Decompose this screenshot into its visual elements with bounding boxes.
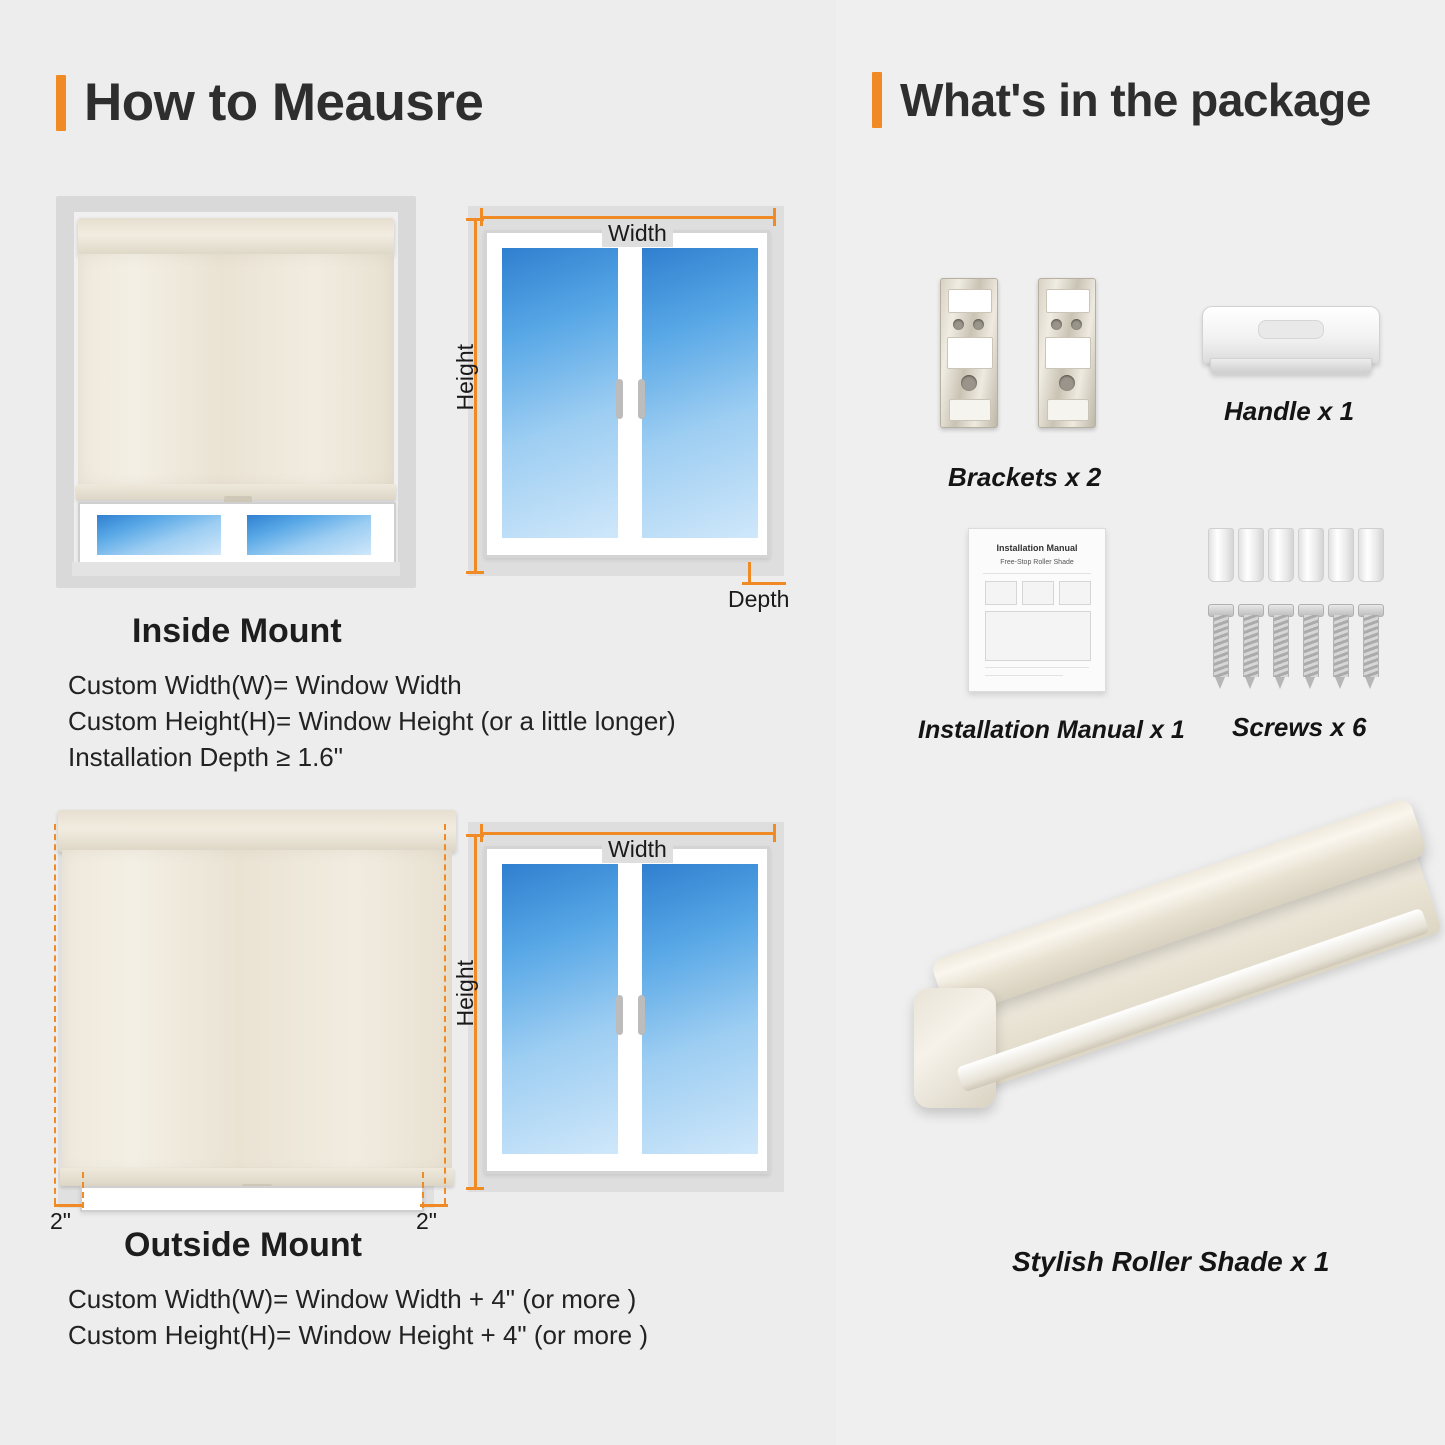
wall-anchor-5 bbox=[1328, 528, 1354, 582]
screw-5-body bbox=[1333, 615, 1349, 677]
outside-shade-headrail bbox=[58, 810, 456, 852]
width-dim-tick-left bbox=[480, 208, 483, 226]
height-label-outside: Height bbox=[452, 960, 478, 1027]
manual-rule bbox=[983, 573, 1091, 574]
screw-4-body bbox=[1303, 615, 1319, 677]
bracket-1-hole-c bbox=[961, 375, 977, 391]
roller-shade-end-cap bbox=[914, 988, 996, 1108]
width-dim-tick-right bbox=[773, 208, 776, 226]
wall-anchor-2 bbox=[1238, 528, 1264, 582]
screw-3-tip bbox=[1275, 677, 1285, 689]
bracket-2-slot-bottom bbox=[1047, 399, 1089, 421]
manual-subtitle: Free-Stop Roller Shade bbox=[1000, 559, 1074, 566]
shade-headrail bbox=[78, 218, 394, 256]
bracket-2-hole-b bbox=[1071, 319, 1082, 330]
width-dim-tick-left-2 bbox=[480, 824, 483, 842]
how-to-measure-heading bbox=[56, 72, 483, 133]
wall-anchor-1 bbox=[1208, 528, 1234, 582]
window-handle-left bbox=[616, 379, 623, 419]
outside-shade-fabric bbox=[62, 850, 452, 1172]
inside-line-3: Installation Depth ≥ 1.6" bbox=[68, 742, 343, 772]
manual-illustration bbox=[968, 528, 1118, 698]
window-edge-guide-left bbox=[82, 1172, 84, 1208]
screw-1-body bbox=[1213, 615, 1229, 677]
window-pane-left-2 bbox=[499, 245, 621, 541]
bracket-2-slot-top bbox=[1046, 289, 1090, 313]
screws-label: Screws x 6 bbox=[1232, 712, 1367, 742]
width-label-outside: Width bbox=[602, 836, 673, 863]
screw-1-tip bbox=[1215, 677, 1225, 689]
manual-rule-2 bbox=[985, 667, 1089, 668]
brackets-label: Brackets x 2 bbox=[948, 462, 1102, 492]
window-handle-left-2 bbox=[616, 995, 623, 1035]
window-frame-outside bbox=[80, 1186, 424, 1212]
manual-title: Installation Manual bbox=[996, 543, 1078, 553]
wall-anchor-4 bbox=[1298, 528, 1324, 582]
package-title: What's in the package bbox=[900, 74, 1371, 126]
outside-mount-caption: Outside Mount bbox=[124, 1226, 362, 1264]
outside-mount-dimension-illustration bbox=[452, 812, 792, 1212]
manual-figure-3 bbox=[1059, 581, 1091, 605]
brackets-illustration bbox=[932, 272, 1112, 432]
width-dim-tick-right-2 bbox=[773, 824, 776, 842]
accent-bar-left bbox=[56, 75, 66, 131]
handle-illustration bbox=[1202, 300, 1392, 390]
inside-line-2: Custom Height(H)= Window Height (or a little longer) bbox=[68, 706, 676, 736]
roller-shade-label: Stylish Roller Shade x 1 bbox=[1012, 1246, 1330, 1277]
manual-label: Installation Manual x 1 bbox=[918, 716, 1185, 744]
bracket-2-hole-a bbox=[1051, 319, 1062, 330]
overhang-dim-right bbox=[420, 1204, 448, 1207]
width-dimension-line-2 bbox=[480, 832, 776, 835]
inside-mount-caption: Inside Mount bbox=[132, 612, 342, 650]
right-panel bbox=[836, 0, 1445, 1445]
manual-figure-2 bbox=[1022, 581, 1054, 605]
overhang-label-right: 2" bbox=[416, 1208, 437, 1234]
bracket-2-slot-mid bbox=[1045, 337, 1091, 369]
screw-2-body bbox=[1243, 615, 1259, 677]
height-dim-tick-bottom bbox=[466, 571, 484, 574]
window-sill bbox=[72, 562, 400, 576]
bracket-1-hole-a bbox=[953, 319, 964, 330]
handle-base bbox=[1210, 358, 1372, 374]
screw-4-tip bbox=[1305, 677, 1315, 689]
screw-6-tip bbox=[1365, 677, 1375, 689]
window-pane-left-3 bbox=[499, 861, 621, 1157]
width-dimension-line bbox=[480, 216, 776, 219]
roller-shade-illustration bbox=[896, 840, 1436, 1240]
window-frame-dim bbox=[484, 230, 770, 558]
package-heading bbox=[872, 72, 1371, 128]
screw-2-tip bbox=[1245, 677, 1255, 689]
handle-label: Handle x 1 bbox=[1224, 396, 1355, 426]
depth-dim-tick bbox=[742, 582, 786, 585]
outside-line-2: Custom Height(H)= Window Height + 4" (or more ) bbox=[68, 1320, 648, 1350]
bracket-1-slot-top bbox=[948, 289, 992, 313]
inside-mount-dimension-illustration bbox=[452, 196, 792, 612]
height-dim-tick-top bbox=[466, 218, 484, 221]
inside-line-1: Custom Width(W)= Window Width bbox=[68, 670, 462, 700]
manual-figure-large bbox=[985, 611, 1091, 661]
window-pane-right-3 bbox=[639, 861, 761, 1157]
accent-bar-right bbox=[872, 72, 882, 128]
inside-mount-shade-illustration bbox=[56, 196, 416, 588]
screws-illustration bbox=[1204, 528, 1404, 700]
bracket-1-slot-bottom bbox=[949, 399, 991, 421]
window-pane-left bbox=[94, 512, 224, 558]
bracket-1 bbox=[940, 278, 998, 428]
bracket-1-hole-b bbox=[973, 319, 984, 330]
window-frame-inside bbox=[78, 502, 396, 566]
window-handle-right-2 bbox=[638, 995, 645, 1035]
screw-5-tip bbox=[1335, 677, 1345, 689]
overhang-label-left: 2" bbox=[50, 1208, 71, 1234]
how-to-measure-title: How to Meausre bbox=[84, 73, 484, 132]
height-dim-tick-top-2 bbox=[466, 834, 484, 837]
window-mullion bbox=[621, 239, 639, 549]
depth-dimension-line bbox=[748, 562, 751, 584]
wall-anchor-3 bbox=[1268, 528, 1294, 582]
overhang-dim-left bbox=[54, 1204, 84, 1207]
bracket-1-slot-mid bbox=[947, 337, 993, 369]
width-label-inside: Width bbox=[602, 220, 673, 247]
manual-figure-1 bbox=[985, 581, 1017, 605]
window-edge-guide-right bbox=[422, 1172, 424, 1208]
depth-label-inside: Depth bbox=[728, 586, 790, 612]
wall-anchor-6 bbox=[1358, 528, 1384, 582]
overhang-guide-left bbox=[54, 824, 56, 1204]
outside-line-1: Custom Width(W)= Window Width + 4" (or more ) bbox=[68, 1284, 637, 1314]
window-pane-right-2 bbox=[639, 245, 761, 541]
window-handle-right bbox=[638, 379, 645, 419]
manual-page bbox=[968, 528, 1106, 692]
window-frame-dim-2 bbox=[484, 846, 770, 1174]
height-label-inside: Height bbox=[452, 344, 478, 411]
manual-rule-3 bbox=[985, 675, 1063, 676]
screw-3-body bbox=[1273, 615, 1289, 677]
overhang-guide-right bbox=[444, 824, 446, 1204]
outside-mount-shade-illustration bbox=[36, 800, 456, 1234]
handle-grip-slot bbox=[1258, 320, 1324, 339]
bracket-2-hole-c bbox=[1059, 375, 1075, 391]
bracket-2 bbox=[1038, 278, 1096, 428]
screw-6-body bbox=[1363, 615, 1379, 677]
window-pane-right bbox=[244, 512, 374, 558]
height-dim-tick-bottom-2 bbox=[466, 1187, 484, 1190]
window-mullion-2 bbox=[621, 855, 639, 1165]
shade-fabric bbox=[78, 254, 394, 486]
